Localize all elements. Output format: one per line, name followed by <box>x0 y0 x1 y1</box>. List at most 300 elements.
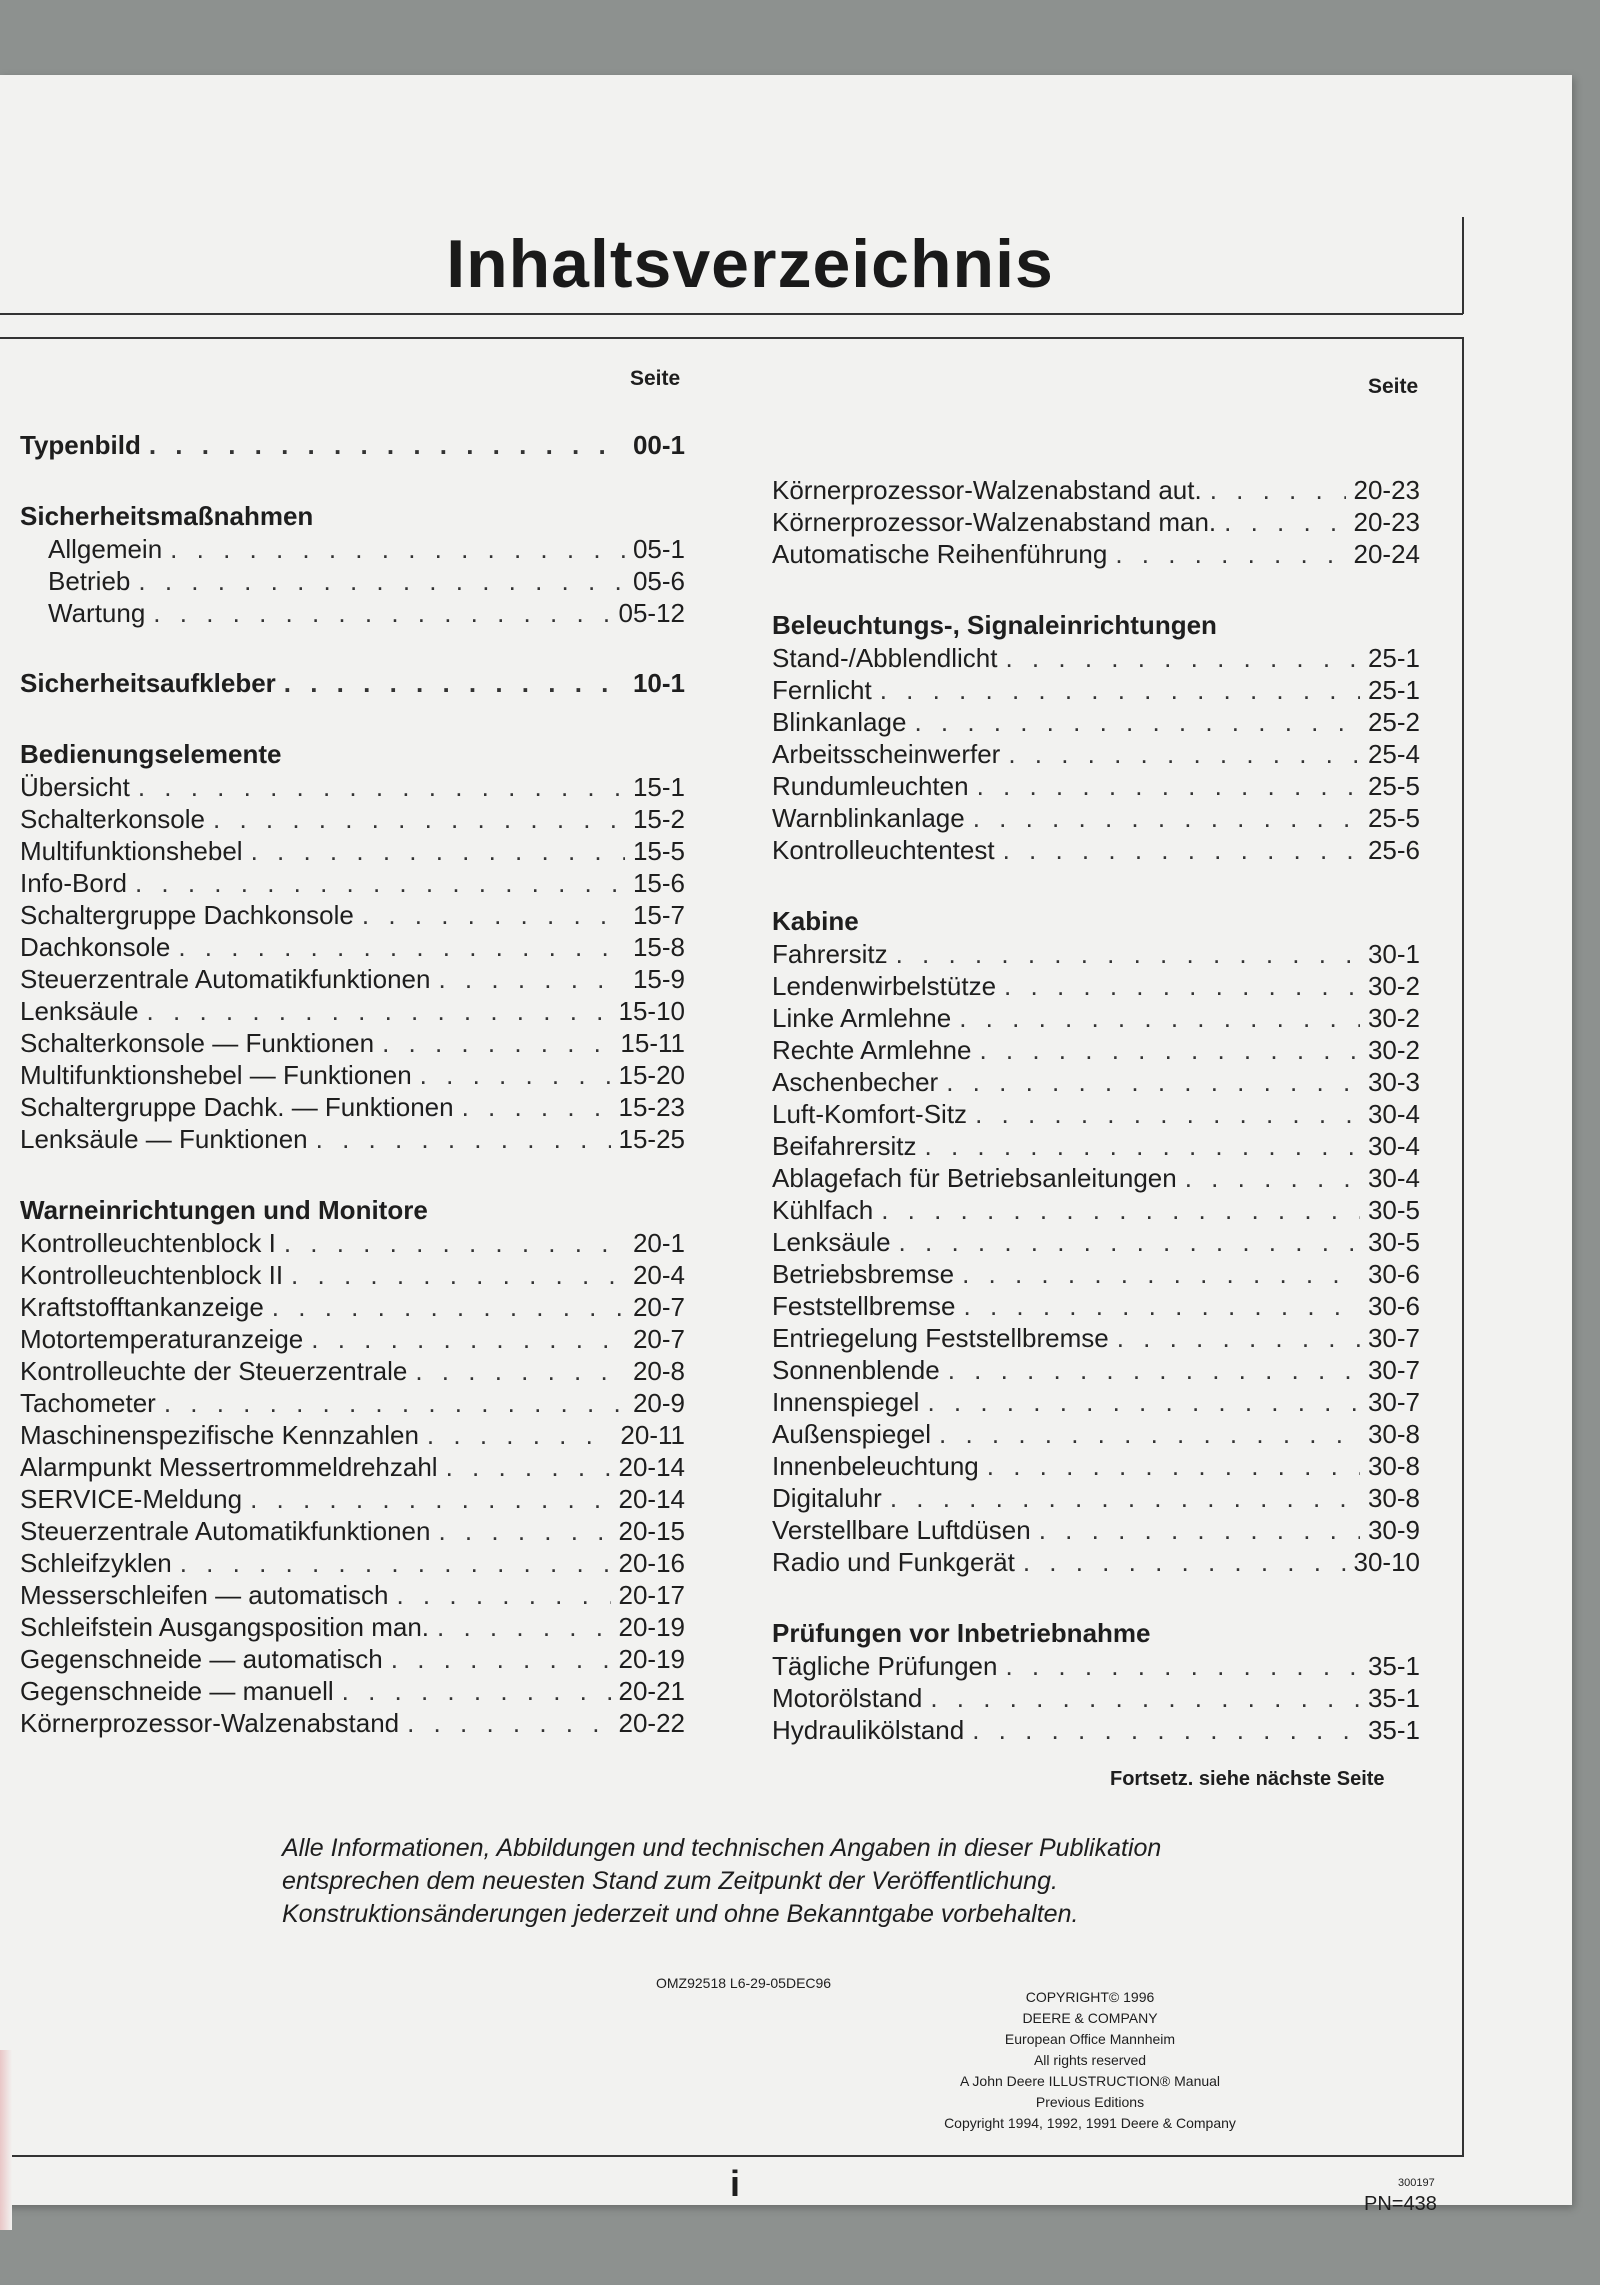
toc-section-heading: Kabine <box>772 906 859 936</box>
toc-section-heading: Prüfungen vor Inbetriebnahme <box>772 1618 1151 1648</box>
page-title: Inhaltsverzeichnis <box>446 226 1054 302</box>
toc-entry-label: Beifahrersitz <box>772 1131 917 1161</box>
toc-entry-label: Innenspiegel <box>772 1387 920 1417</box>
toc-entry-label: Körnerprozessor-Walzenabstand man. <box>772 507 1217 537</box>
toc-entry-page: 15-7 <box>632 900 685 930</box>
toc-entry-page: 30-7 <box>1367 1323 1420 1353</box>
toc-entry-label: Luft-Komfort-Sitz <box>772 1099 968 1129</box>
toc-entry-page: 30-3 <box>1367 1067 1420 1097</box>
toc-entry-page: 15-20 <box>618 1060 685 1090</box>
toc-entry-label: Motortemperaturanzeige <box>20 1324 304 1354</box>
toc-entry <box>772 834 1420 866</box>
toc-section-heading: Bedienungselemente <box>20 739 282 769</box>
dot-leader <box>180 1547 611 1579</box>
toc-entry <box>20 1643 685 1675</box>
toc-entry <box>772 1226 1420 1258</box>
toc-entry-page: 30-5 <box>1367 1227 1420 1257</box>
toc-entry-label: Fernlicht <box>772 675 872 705</box>
toc-entry-page: 20-11 <box>620 1420 685 1450</box>
toc-entry-page: 30-6 <box>1367 1259 1420 1289</box>
toc-entry-page: 30-2 <box>1367 971 1420 1001</box>
dot-leader <box>962 1258 1360 1290</box>
toc-entry <box>772 1386 1420 1418</box>
toc-entry <box>20 1707 685 1739</box>
toc-entry-label: Stand-/Abblendlicht <box>772 643 998 673</box>
dot-leader <box>178 931 625 963</box>
toc-entry-page: 05-1 <box>632 534 685 564</box>
dot-leader <box>948 1354 1360 1386</box>
dot-leader <box>1185 1162 1360 1194</box>
toc-entry <box>772 1682 1420 1714</box>
page-number: i <box>730 2163 741 2204</box>
section-gap <box>772 866 1420 904</box>
toc-entry-label: Entriegelung Feststellbremse <box>772 1323 1109 1353</box>
toc-entry-label: Lendenwirbelstütze <box>772 971 997 1001</box>
toc-entry-page: 35-1 <box>1367 1715 1420 1745</box>
copyright-line: COPYRIGHT© 1996 <box>1025 1989 1155 2005</box>
toc-entry-label: Übersicht <box>20 772 130 802</box>
toc-entry-page: 30-10 <box>1353 1547 1420 1577</box>
toc-entry <box>772 642 1420 674</box>
toc-entry-label: Tachometer <box>20 1388 156 1418</box>
dot-leader <box>977 770 1360 802</box>
toc-entry <box>772 1162 1420 1194</box>
toc-entry-page: 05-6 <box>632 566 685 596</box>
toc-entry-page: 15-1 <box>632 772 685 802</box>
toc-entry-label: Verstellbare Luftdüsen <box>772 1515 1031 1545</box>
toc-entry <box>20 995 685 1027</box>
toc-entry-page: 30-4 <box>1367 1099 1420 1129</box>
dot-leader <box>391 1643 611 1675</box>
toc-entry <box>772 1098 1420 1130</box>
toc-entry-page: 35-1 <box>1367 1683 1420 1713</box>
toc-entry-label: Radio und Funkgerät <box>772 1547 1015 1577</box>
toc-entry-label: Arbeitsscheinwerfer <box>772 739 1001 769</box>
toc-entry <box>20 1387 685 1419</box>
dot-leader <box>342 1675 611 1707</box>
toc-entry <box>772 970 1420 1002</box>
dot-leader <box>437 1611 610 1643</box>
toc-entry-page: 15-25 <box>618 1124 685 1154</box>
toc-entry <box>20 1259 685 1291</box>
copyright-line: Previous Editions <box>1035 2094 1145 2110</box>
toc-entry <box>772 474 1420 506</box>
toc-entry-label: Alarmpunkt Messertrommeldrehzahl <box>20 1452 438 1482</box>
dot-leader <box>1117 1322 1360 1354</box>
toc-entry-page: 25-5 <box>1367 771 1420 801</box>
toc-entry <box>20 1323 685 1355</box>
toc-left-column <box>20 429 685 1739</box>
title-rule-horizontal <box>0 313 1463 315</box>
toc-entry <box>20 597 685 629</box>
dot-leader <box>284 667 625 699</box>
toc-entry <box>20 1547 685 1579</box>
toc-entry-page: 20-7 <box>632 1292 685 1322</box>
dot-leader <box>462 1091 611 1123</box>
toc-entry <box>772 1354 1420 1386</box>
disclaimer-text: Alle Informationen, Abbildungen und technischen Angaben in dieser Publikation entsprechen dem neuesten Stand zum Zeitpunkt der Veröffentlichung. Konstruktionsänderungen jederzeit und ohne Bekanntgabe vorbehalten. <box>282 1834 1162 1928</box>
toc-entry <box>20 1675 685 1707</box>
toc-entry-page: 20-24 <box>1353 539 1420 569</box>
toc-section-heading: Warneinrichtungen und Monitore <box>20 1195 428 1225</box>
toc-entry-page: 15-6 <box>632 868 685 898</box>
dot-leader <box>415 1355 625 1387</box>
dot-leader <box>925 1130 1360 1162</box>
toc-entry-label: Lenksäule — Funktionen <box>20 1124 308 1154</box>
toc-entry-label: Kontrolleuchtenblock I <box>20 1228 276 1258</box>
toc-entry-label: Ablagefach für Betriebsanleitungen <box>772 1163 1177 1193</box>
dot-leader <box>1023 1546 1346 1578</box>
toc-entry-label: Kontrolleuchtentest <box>772 835 995 865</box>
dot-leader <box>880 674 1360 706</box>
toc-entry-label: Schleifstein Ausgangsposition man. <box>20 1612 430 1642</box>
toc-entry-page: 20-17 <box>618 1580 685 1610</box>
dot-leader <box>446 1451 611 1483</box>
toc-entry <box>20 1291 685 1323</box>
dot-leader <box>272 1291 625 1323</box>
dot-leader <box>927 1386 1359 1418</box>
toc-entry <box>772 1066 1420 1098</box>
dot-leader <box>975 1098 1360 1130</box>
toc-entry-page: 20-23 <box>1353 475 1420 505</box>
toc-entry <box>20 867 685 899</box>
toc-entry-page: 20-1 <box>632 1228 685 1258</box>
toc-entry-page: 30-1 <box>1367 939 1420 969</box>
dot-leader <box>1003 834 1360 866</box>
dot-leader <box>362 899 625 931</box>
seite-label-right: Seite <box>1368 375 1419 398</box>
dot-leader <box>420 1059 611 1091</box>
binding-edge <box>0 2050 12 2230</box>
dot-leader <box>138 565 625 597</box>
toc-section-heading: Sicherheitsmaßnahmen <box>20 501 314 531</box>
toc-entry-label: Multifunktionshebel <box>20 836 243 866</box>
toc-right-column <box>772 474 1420 1746</box>
toc-entry-label: Lenksäule <box>772 1227 891 1257</box>
dot-leader <box>438 1515 610 1547</box>
dot-leader <box>979 1034 1360 1066</box>
toc-entry-label: Schaltergruppe Dachkonsole <box>20 900 354 930</box>
toc-entry-label: Rundumleuchten <box>772 771 969 801</box>
toc-entry <box>772 1258 1420 1290</box>
toc-entry-label: Körnerprozessor-Walzenabstand aut. <box>772 475 1202 505</box>
toc-entry <box>20 1451 685 1483</box>
toc-entry-page: 15-9 <box>632 964 685 994</box>
toc-entry-label: Sicherheitsaufkleber <box>20 668 276 698</box>
toc-entry <box>20 963 685 995</box>
small-code: 300197 <box>1398 2177 1435 2189</box>
toc-entry-page: 25-6 <box>1367 835 1420 865</box>
toc-entry <box>772 506 1420 538</box>
toc-entry <box>20 1355 685 1387</box>
toc-entry <box>20 1227 685 1259</box>
continued-note: Fortsetz. siehe nächste Seite <box>1110 1768 1385 1790</box>
toc-entry-page: 30-9 <box>1367 1515 1420 1545</box>
toc-entry-label: Aschenbecher <box>772 1067 939 1097</box>
toc-entry <box>772 1290 1420 1322</box>
dot-leader <box>973 802 1360 834</box>
document-code: OMZ92518 L6-29-05DEC96 <box>656 1975 832 1991</box>
toc-entry-label: Gegenschneide — manuell <box>20 1676 334 1706</box>
dot-leader <box>284 1227 625 1259</box>
toc-entry <box>772 802 1420 834</box>
toc-entry <box>20 1579 685 1611</box>
toc-entry <box>20 565 685 597</box>
dot-leader <box>959 1002 1360 1034</box>
toc-entry-label: SERVICE-Meldung <box>20 1484 243 1514</box>
toc-entry-page: 00-1 <box>632 430 685 460</box>
section-gap <box>772 1578 1420 1616</box>
dot-leader <box>896 938 1360 970</box>
toc-entry-label: Kontrolleuchtenblock II <box>20 1260 284 1290</box>
toc-entry-label: Außenspiegel <box>772 1419 931 1449</box>
section-gap <box>20 699 685 737</box>
toc-entry-label: Innenbeleuchtung <box>772 1451 979 1481</box>
dot-leader <box>213 803 625 835</box>
toc-entry-label: Hydraulikölstand <box>772 1715 965 1745</box>
toc-entry-label: Fahrersitz <box>772 939 888 969</box>
toc-entry-label: Steuerzentrale Automatikfunktionen <box>20 964 431 994</box>
toc-entry-label: Dachkonsole <box>20 932 171 962</box>
toc-entry <box>772 1714 1420 1746</box>
dot-leader <box>382 1027 612 1059</box>
dot-leader <box>930 1682 1360 1714</box>
toc-entry-label: Info-Bord <box>20 868 127 898</box>
toc-entry-page: 05-12 <box>618 598 685 628</box>
toc-entry-label: Messerschleifen — automatisch <box>20 1580 389 1610</box>
toc-entry-page: 30-6 <box>1367 1291 1420 1321</box>
toc-entry-label: Schleifzyklen <box>20 1548 172 1578</box>
toc-entry <box>772 1450 1420 1482</box>
toc-entry-page: 15-23 <box>618 1092 685 1122</box>
toc-entry <box>20 1515 685 1547</box>
toc-entry-label: Warnblinkanlage <box>772 803 965 833</box>
toc-entry <box>20 1419 685 1451</box>
toc-entry-page: 20-9 <box>632 1388 685 1418</box>
toc-entry-label: Kühlfach <box>772 1195 874 1225</box>
dot-leader <box>1224 506 1345 538</box>
toc-entry-page: 20-8 <box>632 1356 685 1386</box>
toc-entry-page: 35-1 <box>1367 1651 1420 1681</box>
toc-entry-label: Blinkanlage <box>772 707 907 737</box>
toc-entry-page: 30-5 <box>1367 1195 1420 1225</box>
dot-leader <box>899 1226 1360 1258</box>
toc-entry <box>772 1546 1420 1578</box>
toc-entry-page: 20-22 <box>618 1708 685 1738</box>
dot-leader <box>251 835 625 867</box>
toc-entry <box>20 1027 685 1059</box>
section-gap <box>772 570 1420 608</box>
toc-entry-page: 25-4 <box>1367 739 1420 769</box>
toc-entry-page: 15-11 <box>620 1028 685 1058</box>
toc-entry-page: 20-4 <box>632 1260 685 1290</box>
dot-leader <box>291 1259 625 1291</box>
dot-leader <box>1210 474 1346 506</box>
toc-entry-page: 30-4 <box>1367 1163 1420 1193</box>
toc-entry-label: Rechte Armlehne <box>772 1035 972 1065</box>
dot-leader <box>149 429 625 461</box>
toc-entry-page: 15-2 <box>632 804 685 834</box>
dot-leader <box>914 706 1360 738</box>
dot-leader <box>1005 1650 1359 1682</box>
dot-leader <box>964 1290 1360 1322</box>
toc-entry-page: 20-23 <box>1353 507 1420 537</box>
dot-leader <box>170 533 625 565</box>
dot-leader <box>135 867 625 899</box>
dot-leader <box>1008 738 1360 770</box>
dot-leader <box>946 1066 1360 1098</box>
seite-label-left: Seite <box>630 367 681 390</box>
toc-entry-label: Feststellbremse <box>772 1291 956 1321</box>
toc-entry <box>772 674 1420 706</box>
dot-leader <box>1039 1514 1360 1546</box>
toc-entry <box>772 1002 1420 1034</box>
toc-entry-page: 30-8 <box>1367 1451 1420 1481</box>
copyright-line: European Office Mannheim <box>1004 2031 1176 2047</box>
dot-leader <box>987 1450 1360 1482</box>
toc-entry-page: 30-8 <box>1367 1419 1420 1449</box>
dot-leader <box>1115 538 1345 570</box>
dot-leader <box>407 1707 610 1739</box>
dot-leader <box>1005 642 1359 674</box>
toc-entry <box>20 429 685 461</box>
toc-entry <box>20 1059 685 1091</box>
dot-leader <box>939 1418 1360 1450</box>
dot-leader <box>396 1579 610 1611</box>
toc-entry <box>20 1091 685 1123</box>
toc-entry-label: Linke Armlehne <box>772 1003 952 1033</box>
toc-entry-page: 25-5 <box>1367 803 1420 833</box>
toc-entry-page: 20-15 <box>618 1516 685 1546</box>
toc-entry <box>772 1482 1420 1514</box>
toc-entry <box>772 938 1420 970</box>
toc-entry-page: 20-21 <box>618 1676 685 1706</box>
toc-entry <box>772 1650 1420 1682</box>
title-rule-vertical <box>1462 217 1464 314</box>
document-page <box>0 75 1572 2215</box>
toc-entry-page: 20-16 <box>618 1548 685 1578</box>
toc-entry <box>20 1483 685 1515</box>
part-number: PN=438 <box>1364 2193 1437 2215</box>
toc-entry <box>20 1123 685 1155</box>
toc-entry-label: Tägliche Prüfungen <box>772 1651 998 1681</box>
toc-entry-page: 10-1 <box>632 668 685 698</box>
toc-entry-page: 15-5 <box>632 836 685 866</box>
section-gap <box>20 1155 685 1193</box>
toc-entry-label: Multifunktionshebel — Funktionen <box>20 1060 412 1090</box>
dot-leader <box>972 1714 1360 1746</box>
toc-entry-label: Sonnenblende <box>772 1355 940 1385</box>
toc-entry-page: 20-19 <box>618 1612 685 1642</box>
toc-entry-label: Kontrolleuchte der Steuerzentrale <box>20 1356 408 1386</box>
toc-entry <box>772 706 1420 738</box>
dot-leader <box>164 1387 625 1419</box>
toc-entry-page: 30-7 <box>1367 1387 1420 1417</box>
toc-entry-label: Schalterkonsole — Funktionen <box>20 1028 375 1058</box>
toc-entry-label: Motorölstand <box>772 1683 923 1713</box>
dot-leader <box>147 995 611 1027</box>
toc-entry-label: Steuerzentrale Automatikfunktionen <box>20 1516 431 1546</box>
toc-entry <box>772 1194 1420 1226</box>
copyright-line: Copyright 1994, 1992, 1991 Deere & Company <box>944 2115 1236 2131</box>
toc-entry-label: Digitaluhr <box>772 1483 882 1513</box>
copyright-line: All rights reserved <box>1033 2052 1147 2068</box>
copyright-line: A John Deere ILLUSTRUCTION® Manual <box>959 2073 1221 2089</box>
toc-entry-page: 20-19 <box>618 1644 685 1674</box>
toc-entry-label: Betrieb <box>48 566 131 596</box>
toc-entry <box>772 1322 1420 1354</box>
dot-leader <box>1004 970 1360 1002</box>
toc-entry-label: Wartung <box>48 598 146 628</box>
toc-entry <box>772 770 1420 802</box>
toc-entry-label: Körnerprozessor-Walzenabstand <box>20 1708 400 1738</box>
toc-entry-page: 30-4 <box>1367 1131 1420 1161</box>
toc-entry-page: 20-14 <box>618 1484 685 1514</box>
toc-entry <box>20 1611 685 1643</box>
dot-leader <box>153 597 610 629</box>
toc-entry-label: Allgemein <box>48 534 163 564</box>
toc-entry <box>20 771 685 803</box>
toc-entry-page: 20-7 <box>632 1324 685 1354</box>
toc-entry <box>772 1034 1420 1066</box>
toc-entry-label: Betriebsbremse <box>772 1259 955 1289</box>
toc-entry-label: Kraftstofftankanzeige <box>20 1292 264 1322</box>
toc-entry <box>772 1514 1420 1546</box>
toc-entry <box>20 835 685 867</box>
section-gap <box>20 461 685 499</box>
section-gap <box>20 629 685 667</box>
toc-entry <box>20 931 685 963</box>
dot-leader <box>138 771 625 803</box>
toc-entry-page: 30-8 <box>1367 1483 1420 1513</box>
copyright-block <box>880 1987 1300 2134</box>
toc-entry-label: Typenbild <box>20 430 141 460</box>
toc-entry <box>20 899 685 931</box>
toc-section-heading: Beleuchtungs-, Signaleinrichtungen <box>772 610 1217 640</box>
toc-entry <box>20 803 685 835</box>
toc-entry <box>20 667 685 699</box>
toc-entry <box>772 538 1420 570</box>
dot-leader <box>316 1123 611 1155</box>
toc-entry-page: 20-14 <box>618 1452 685 1482</box>
toc-entry-page: 15-10 <box>618 996 685 1026</box>
toc-entry-label: Automatische Reihenführung <box>772 539 1108 569</box>
dot-leader <box>311 1323 625 1355</box>
toc-entry <box>772 1130 1420 1162</box>
dot-leader <box>427 1419 613 1451</box>
toc-entry-label: Lenksäule <box>20 996 139 1026</box>
toc-entry <box>772 738 1420 770</box>
dot-leader <box>881 1194 1360 1226</box>
toc-entry-label: Schalterkonsole <box>20 804 205 834</box>
dot-leader <box>250 1483 610 1515</box>
dot-leader <box>438 963 624 995</box>
toc-entry-page: 30-2 <box>1367 1003 1420 1033</box>
toc-entry-page: 15-8 <box>632 932 685 962</box>
toc-entry-page: 25-1 <box>1367 675 1420 705</box>
dot-leader <box>890 1482 1360 1514</box>
toc-entry-page: 25-2 <box>1367 707 1420 737</box>
toc-entry-label: Maschinenspezifische Kennzahlen <box>20 1420 419 1450</box>
toc-entry-page: 25-1 <box>1367 643 1420 673</box>
toc-entry <box>20 533 685 565</box>
toc-entry-label: Schaltergruppe Dachk. — Funktionen <box>20 1092 454 1122</box>
toc-entry-page: 30-7 <box>1367 1355 1420 1385</box>
toc-entry-page: 30-2 <box>1367 1035 1420 1065</box>
copyright-line: DEERE & COMPANY <box>1022 2010 1158 2026</box>
toc-entry-label: Gegenschneide — automatisch <box>20 1644 383 1674</box>
toc-entry <box>772 1418 1420 1450</box>
